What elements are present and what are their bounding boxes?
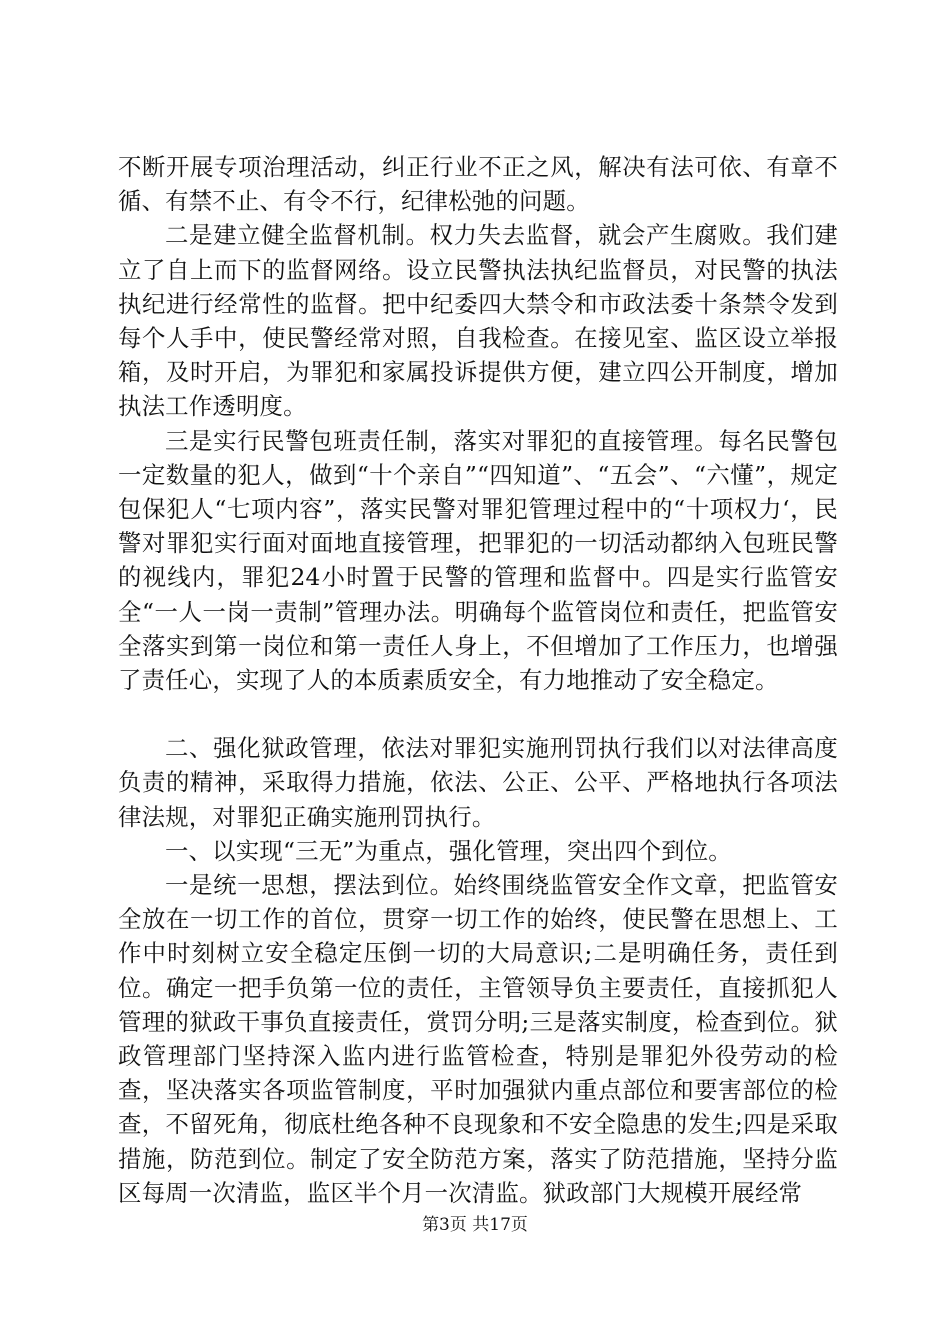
subsection-heading-three-no: 一、以实现“三无”为重点，强化管理，突出四个到位。 <box>165 836 732 865</box>
paragraph-gap <box>118 697 838 731</box>
page-number-footer: 第3页 共17页 <box>422 1215 528 1235</box>
paragraph-four-in-place: 一是统一思想，摆法到位。始终围绕监管安全作文章，把监管安全放在一切工作的首位，贯穿一切工作的始终，使民警在思想上、工作中时刻树立安全稳定压倒一切的大局意识;二是明确任务，责任到位。确定一把手负第一位的责任，主管领导负主要责任，直接抓犯人管理的狱政干事负直接责任，赏罚分明;三是落实制度，检查到位。狱政管理部门坚持深入监内进行监管检查，特别是罪犯外役劳动的检查，坚决落实各项监管制度，平时加强狱内重点部位和要害部位的检查，不留死角，彻底杜绝各种不良现象和不安全隐患的发生;四是采取措施，防范到位。制定了安全防范方案，落实了防范措施，坚持分监区每周一次清监，监区半个月一次清监。狱政部门大规模开展经常 <box>118 871 838 1207</box>
section-heading-prison-management: 二、强化狱政管理，依法对罪犯实施刑罚执行我们以对法律高度负责的精神，采取得力措施，依法、公正、公平、严格地执行各项法律法规，对罪犯正确实施刑罚执行。 <box>118 734 838 831</box>
paragraph-supervision-mechanism: 二是建立健全监督机制。权力失去监督，就会产生腐败。我们建立了自上而下的监督网络。设立民警执法执纪监督员，对民警的执法执纪进行经常性的监督。把中纪委四大禁令和市政法委十条禁令发到每个人手中，使民警经常对照，自我检查。在接见室、监区设立举报箱，及时开启，为罪犯和家属投诉提供方便，建立四公开制度，增加执法工作透明度。 <box>118 221 838 421</box>
paragraph-continuation: 不断开展专项治理活动，纠正行业不正之风，解决有法可依、有章不循、有禁不止、有令不行，纪律松弛的问题。 <box>118 153 838 216</box>
paragraph-class-responsibility: 三是实行民警包班责任制，落实对罪犯的直接管理。每名民警包一定数量的犯人，做到“十个亲自”“四知道”、“五会”、“六懂”，规定包保犯人“七项内容”，落实民警对罪犯管理过程中的“十项权力‘，民警对罪犯实行面对面地直接管理，把罪犯的一切活动都纳入包班民警的视线内，罪犯24小时置于民警的管理和监督中。四是实行监管安全“一人一岗一责制”管理办法。明确每个监管岗位和责任，把监管安全落实到第一岗位和第一责任人身上，不但增加了工作压力，也增强了责任心，实现了人的本质素质安全，有力地推动了安全稳定。 <box>118 426 838 695</box>
document-body <box>118 150 838 1210</box>
